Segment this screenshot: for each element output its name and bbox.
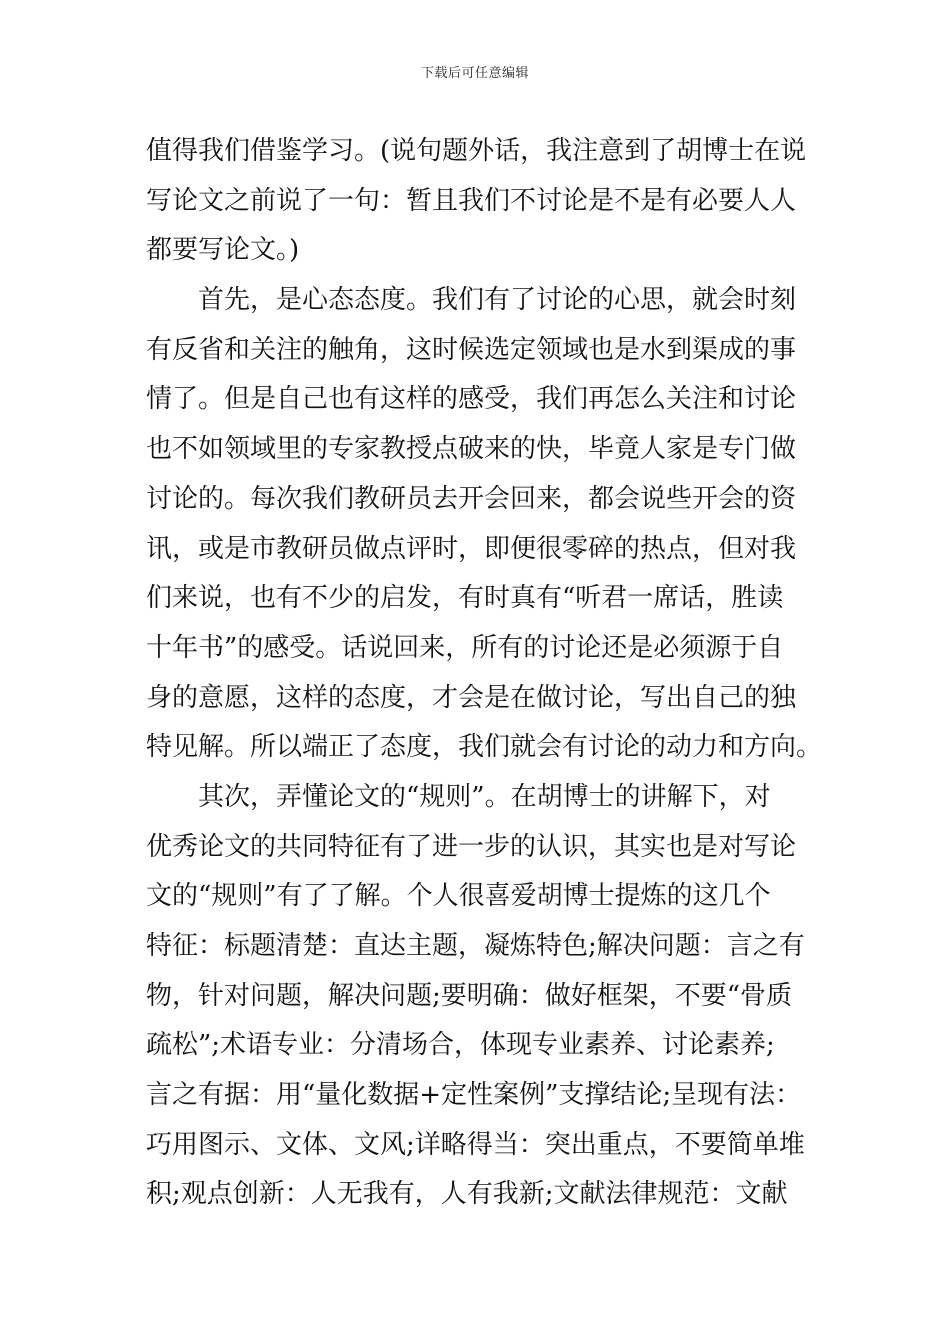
text-line: 巧用图示、文体、文风;详略得当：突出重点，不要简单堆	[146, 1129, 805, 1160]
paragraph-first-line: 其次，弄懂论文的“规则”。在胡博士的讲解下，对	[198, 781, 771, 812]
text-line: 有反省和关注的触角，这时候选定领域也是水到渠成的事	[146, 334, 797, 365]
paragraph-first-line: 首先，是心态态度。我们有了讨论的心思，就会时刻	[198, 285, 797, 316]
body-text	[146, 127, 823, 1220]
text-line: 优秀论文的共同特征有了进一步的认识，其实也是对写论	[146, 831, 797, 862]
page-header: 下载后可任意编辑	[420, 66, 529, 81]
text-line: 们来说，也有不少的启发，有时真有“听君一席话，胜读	[146, 583, 784, 614]
text-line: 特征：标题清楚：直达主题，凝炼特色;解决问题：言之有	[146, 931, 805, 961]
text-line: 讨论的。每次我们教研员去开会回来，都会说些开会的资	[146, 483, 797, 514]
text-line: 物，针对问题，解决问题;要明确：做好框架，不要“骨质	[146, 980, 793, 1011]
text-line: 十年书”的感受。话说回来，所有的讨论还是必须源于自	[146, 632, 784, 663]
text-line: 情了。但是自己也有这样的感受，我们再怎么关注和讨论	[146, 384, 797, 415]
text-line: 言之有据：用“量化数据+定性案例”支撑结论;呈现有法：	[146, 1080, 802, 1111]
text-line: 积;观点创新：人无我有，人有我新;文献法律规范：文献	[146, 1179, 788, 1210]
text-line: 值得我们借鉴学习。(说句题外话，我注意到了胡博士在说	[146, 136, 807, 166]
text-line: 也不如领域里的专家教授点破来的快，毕竟人家是专门做	[146, 434, 797, 465]
text-line: 讯，或是市教研员做点评时，即便很零碎的热点，但对我	[146, 533, 797, 564]
text-line: 文的“规则”有了了解。个人很喜爱胡博士提炼的这几个	[146, 881, 771, 912]
text-line: 写论文之前说了一句：暂且我们不讨论是不是有必要人人	[146, 185, 797, 216]
text-line: 特见解。所以端正了态度，我们就会有讨论的动力和方向。	[146, 732, 823, 763]
text-line: 都要写论文。)	[146, 235, 300, 266]
text-line: 身的意愿，这样的态度，才会是在做讨论，写出自己的独	[146, 682, 797, 713]
text-line: 疏松”;术语专业：分清场合，体现专业素养、讨论素养;	[146, 1030, 775, 1061]
